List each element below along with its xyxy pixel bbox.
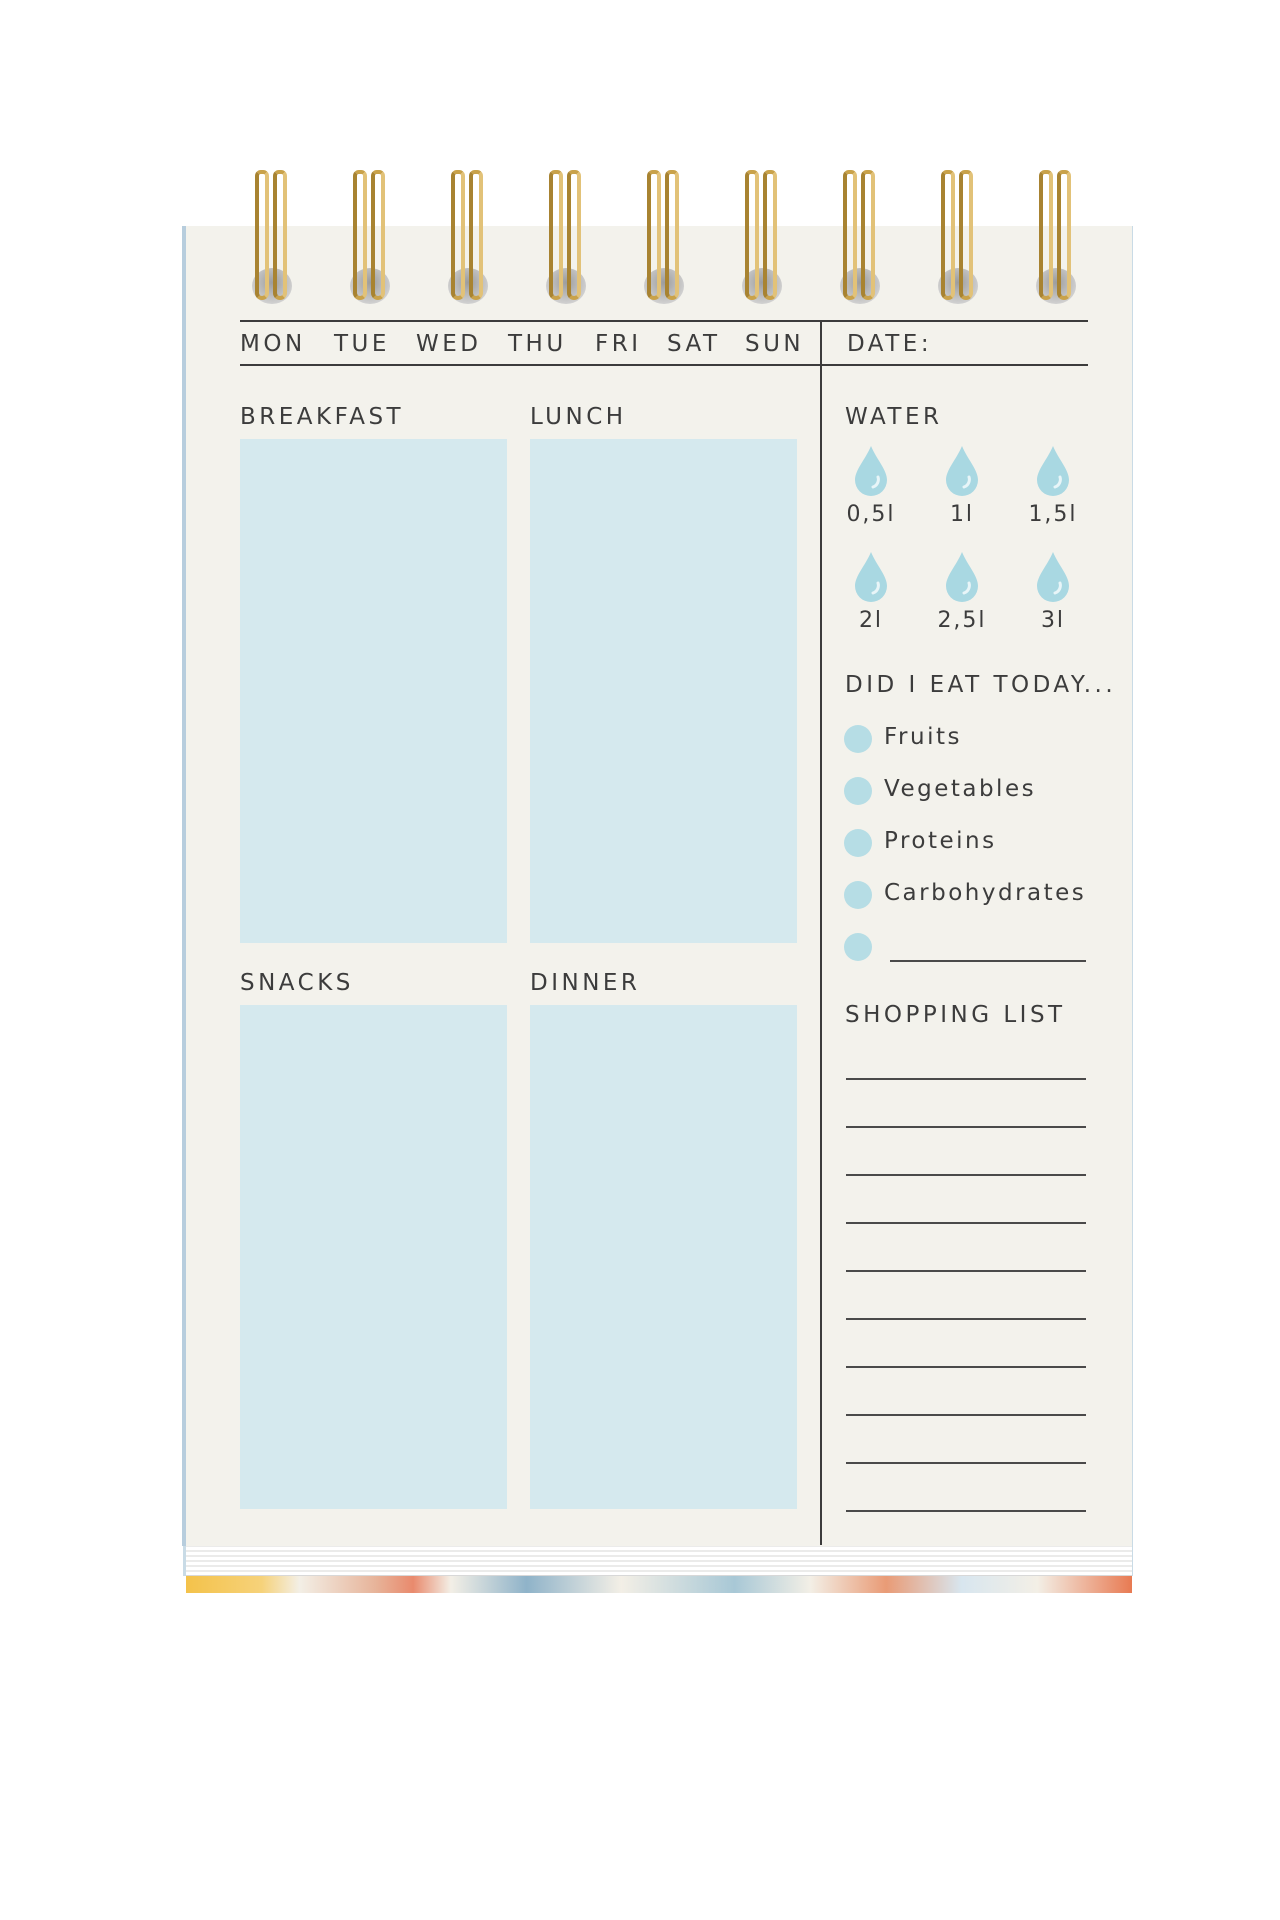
checklist-heading: DID I EAT TODAY... [845,672,1117,698]
shopping-line[interactable] [846,1222,1086,1224]
spiral-ring [665,170,679,300]
shopping-line[interactable] [846,1510,1086,1512]
spiral-ring [469,170,483,300]
checklist-custom-line[interactable] [890,960,1086,962]
checklist-item-fruits: Fruits [884,724,962,750]
snacks-box[interactable] [240,1005,507,1509]
checkbox-dot[interactable] [844,881,872,909]
spiral-ring [941,170,955,300]
shopping-line[interactable] [846,1462,1086,1464]
day-sun[interactable]: SUN [745,331,805,357]
spiral-ring [353,170,367,300]
spiral-ring [1039,170,1053,300]
spiral-ring [745,170,759,300]
water-drop-icon[interactable] [1031,550,1075,604]
shopping-line[interactable] [846,1270,1086,1272]
checklist-item-vegetables: Vegetables [884,776,1037,802]
spiral-ring [1057,170,1071,300]
breakfast-box[interactable] [240,439,507,943]
breakfast-heading: BREAKFAST [240,404,405,430]
dinner-heading: DINNER [530,970,641,996]
day-thu[interactable]: THU [508,331,567,357]
day-wed[interactable]: WED [416,331,482,357]
checkbox-dot[interactable] [844,829,872,857]
water-amount-label: 1,5l [1028,502,1078,527]
water-amount-label: 2l [858,608,884,633]
day-fri[interactable]: FRI [595,331,642,357]
water-amount-label: 2,5l [937,608,987,633]
date-label: DATE: [847,331,933,357]
spiral-ring [647,170,661,300]
shopping-line[interactable] [846,1174,1086,1176]
water-drop-icon[interactable] [940,444,984,498]
spiral-ring [843,170,857,300]
water-heading: WATER [845,404,943,430]
shopping-line[interactable] [846,1318,1086,1320]
spiral-ring [861,170,875,300]
page-stack [186,1545,1132,1576]
checkbox-dot[interactable] [844,725,872,753]
checkbox-dot[interactable] [844,777,872,805]
checklist-item-proteins: Proteins [884,828,997,854]
water-amount-label: 3l [1040,608,1066,633]
checklist-item-carbohydrates: Carbohydrates [884,880,1087,906]
checkbox-dot[interactable] [844,933,872,961]
water-amount-label: 1l [949,502,975,527]
header-bottom-rule [240,364,1088,366]
dinner-box[interactable] [530,1005,797,1509]
lunch-heading: LUNCH [530,404,627,430]
shopping-line[interactable] [846,1366,1086,1368]
water-drop-icon[interactable] [940,550,984,604]
spiral-ring [273,170,287,300]
cover-edge [186,1573,1132,1593]
day-tue[interactable]: TUE [334,331,390,357]
water-drop-icon[interactable] [1031,444,1075,498]
shopping-heading: SHOPPING LIST [845,1002,1066,1028]
water-amount-label: 0,5l [846,502,896,527]
shopping-line[interactable] [846,1126,1086,1128]
shopping-line[interactable] [846,1414,1086,1416]
spiral-ring [255,170,269,300]
water-drop-icon[interactable] [849,550,893,604]
column-divider [820,320,822,1545]
header-top-rule [240,320,1088,322]
spiral-ring [567,170,581,300]
spiral-ring [549,170,563,300]
spiral-ring [371,170,385,300]
spiral-ring [451,170,465,300]
lunch-box[interactable] [530,439,797,943]
shopping-line[interactable] [846,1078,1086,1080]
spiral-ring [763,170,777,300]
day-mon[interactable]: MON [240,331,306,357]
water-drop-icon[interactable] [849,444,893,498]
day-sat[interactable]: SAT [667,331,721,357]
spiral-ring [959,170,973,300]
snacks-heading: SNACKS [240,970,354,996]
